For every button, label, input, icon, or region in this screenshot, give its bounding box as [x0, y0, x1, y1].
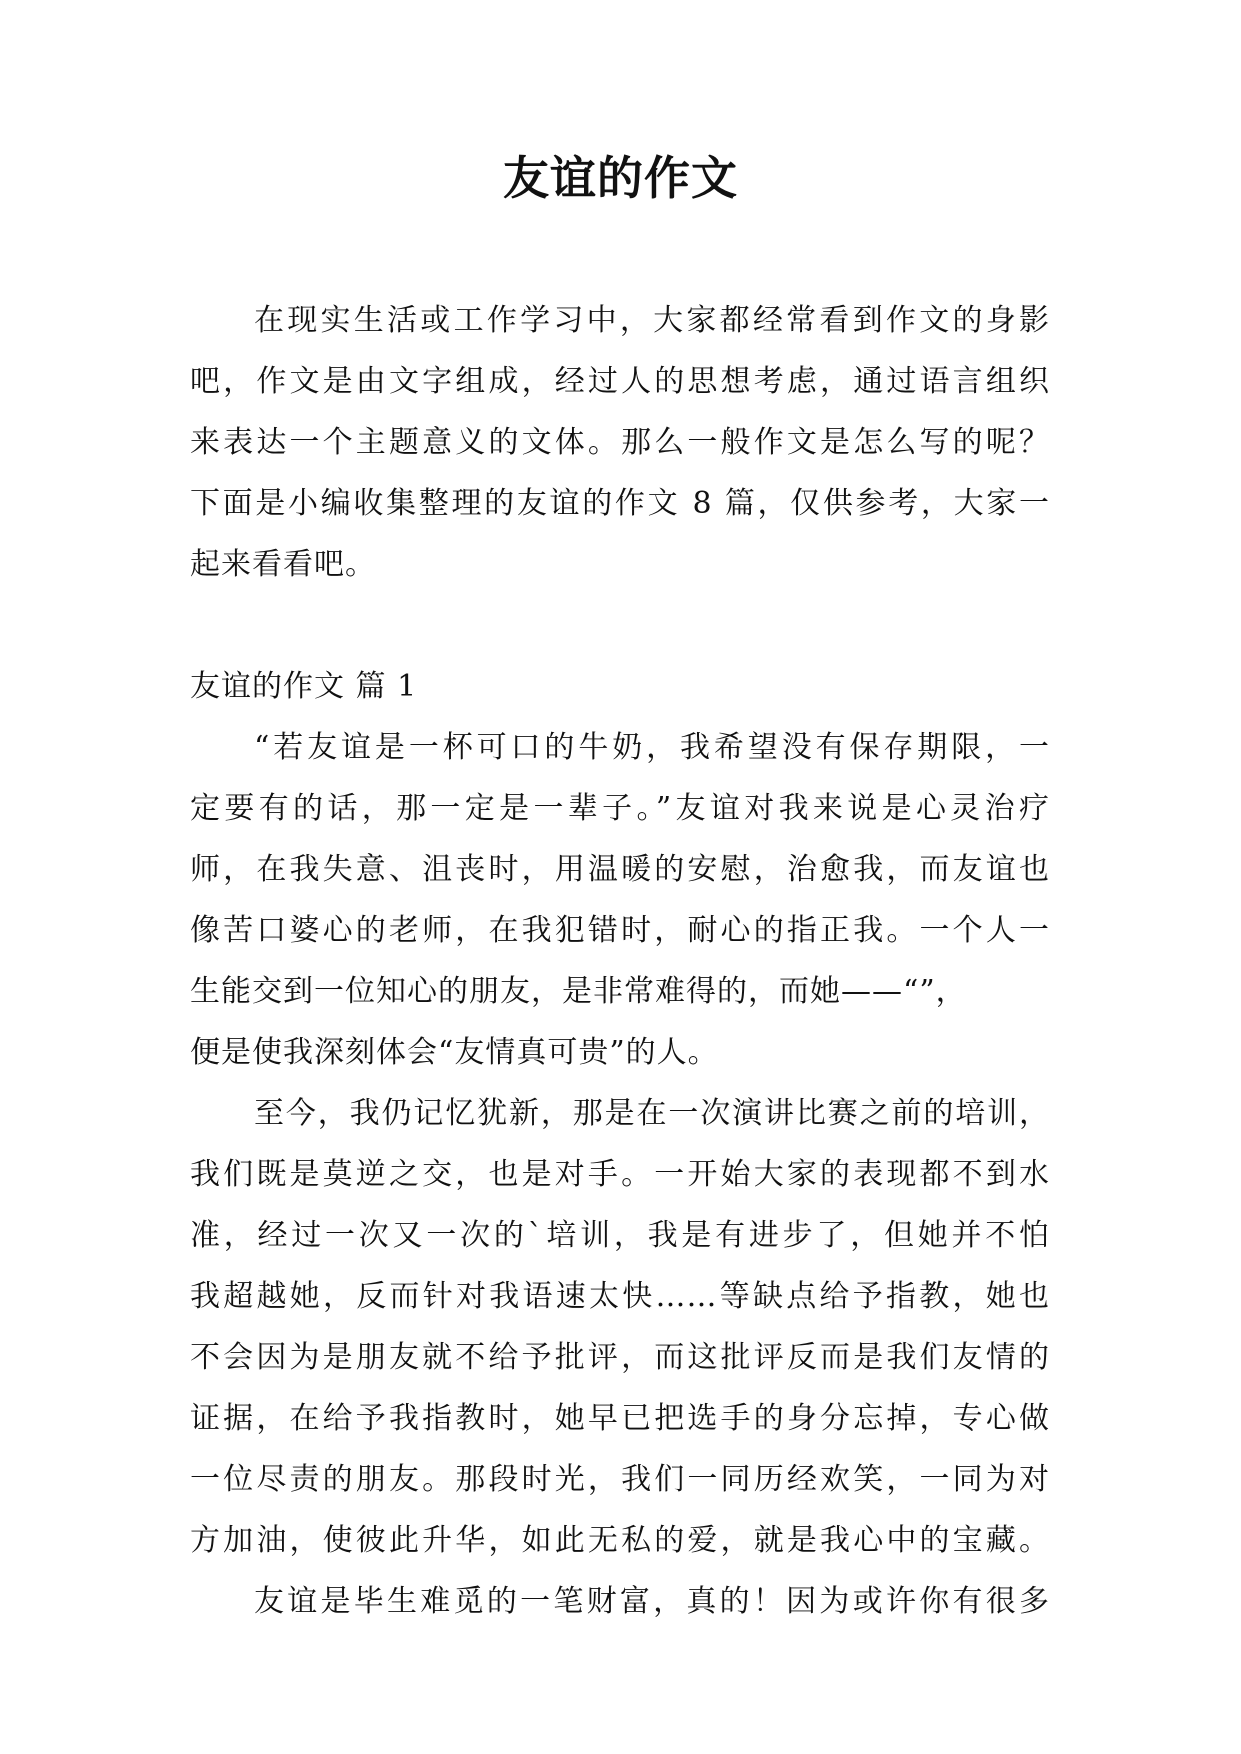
text-line: 不会因为是朋友就不给予批评，而这批评反而是我们友情的	[190, 1340, 1050, 1375]
text-line: 便是使我深刻体会“友情真可贵”的人。	[190, 1035, 719, 1070]
body-paragraph-3	[190, 1571, 1050, 1632]
text-line: 一位尽责的朋友。那段时光，我们一同历经欢笑，一同为对	[190, 1462, 1050, 1497]
text-line: 像苦口婆心的老师，在我犯错时，耐心的指正我。一个人一	[190, 913, 1050, 948]
text-line: 方加油，使彼此升华，如此无私的爱，就是我心中的宝藏。	[190, 1523, 1050, 1558]
document-title: 友谊的作文	[503, 151, 738, 205]
text-line: 师，在我失意、沮丧时，用温暖的安慰，治愈我，而友谊也	[190, 852, 1050, 887]
text-line: 起来看看吧。	[190, 547, 376, 582]
intro-paragraph	[190, 290, 1050, 595]
text-line: 生能交到一位知心的朋友，是非常难得的，而她——“”，	[190, 974, 967, 1009]
body-paragraph-1	[190, 717, 1050, 1083]
text-line: “若友谊是一杯可口的牛奶，我希望没有保存期限，一	[254, 730, 1050, 765]
text-line: 证据，在给予我指教时，她早已把选手的身分忘掉，专心做	[190, 1401, 1050, 1436]
text-line: 友谊是毕生难觅的一笔财富，真的！因为或许你有很多	[254, 1584, 1050, 1619]
section-heading: 友谊的作文 篇 1	[190, 669, 418, 704]
text-line: 吧，作文是由文字组成，经过人的思想考虑，通过语言组织	[190, 364, 1050, 399]
text-line: 我超越她，反而针对我语速太快……等缺点给予指教，她也	[190, 1279, 1050, 1314]
text-line: 来表达一个主题意义的文体。那么一般作文是怎么写的呢？	[190, 425, 1050, 460]
document-body	[190, 290, 1050, 1632]
text-line: 下面是小编收集整理的友谊的作文 8 篇，仅供参考，大家一	[190, 486, 1050, 521]
text-line: 至今，我仍记忆犹新，那是在一次演讲比赛之前的培训，	[254, 1096, 1050, 1131]
text-line: 在现实生活或工作学习中，大家都经常看到作文的身影	[254, 303, 1050, 338]
text-line: 准，经过一次又一次的`培训，我是有进步了，但她并不怕	[190, 1218, 1050, 1253]
body-paragraph-2	[190, 1083, 1050, 1571]
paragraph-spacer	[190, 595, 1050, 656]
text-line: 我们既是莫逆之交，也是对手。一开始大家的表现都不到水	[190, 1157, 1050, 1192]
text-line: 定要有的话，那一定是一辈子。”友谊对我来说是心灵治疗	[190, 791, 1050, 826]
